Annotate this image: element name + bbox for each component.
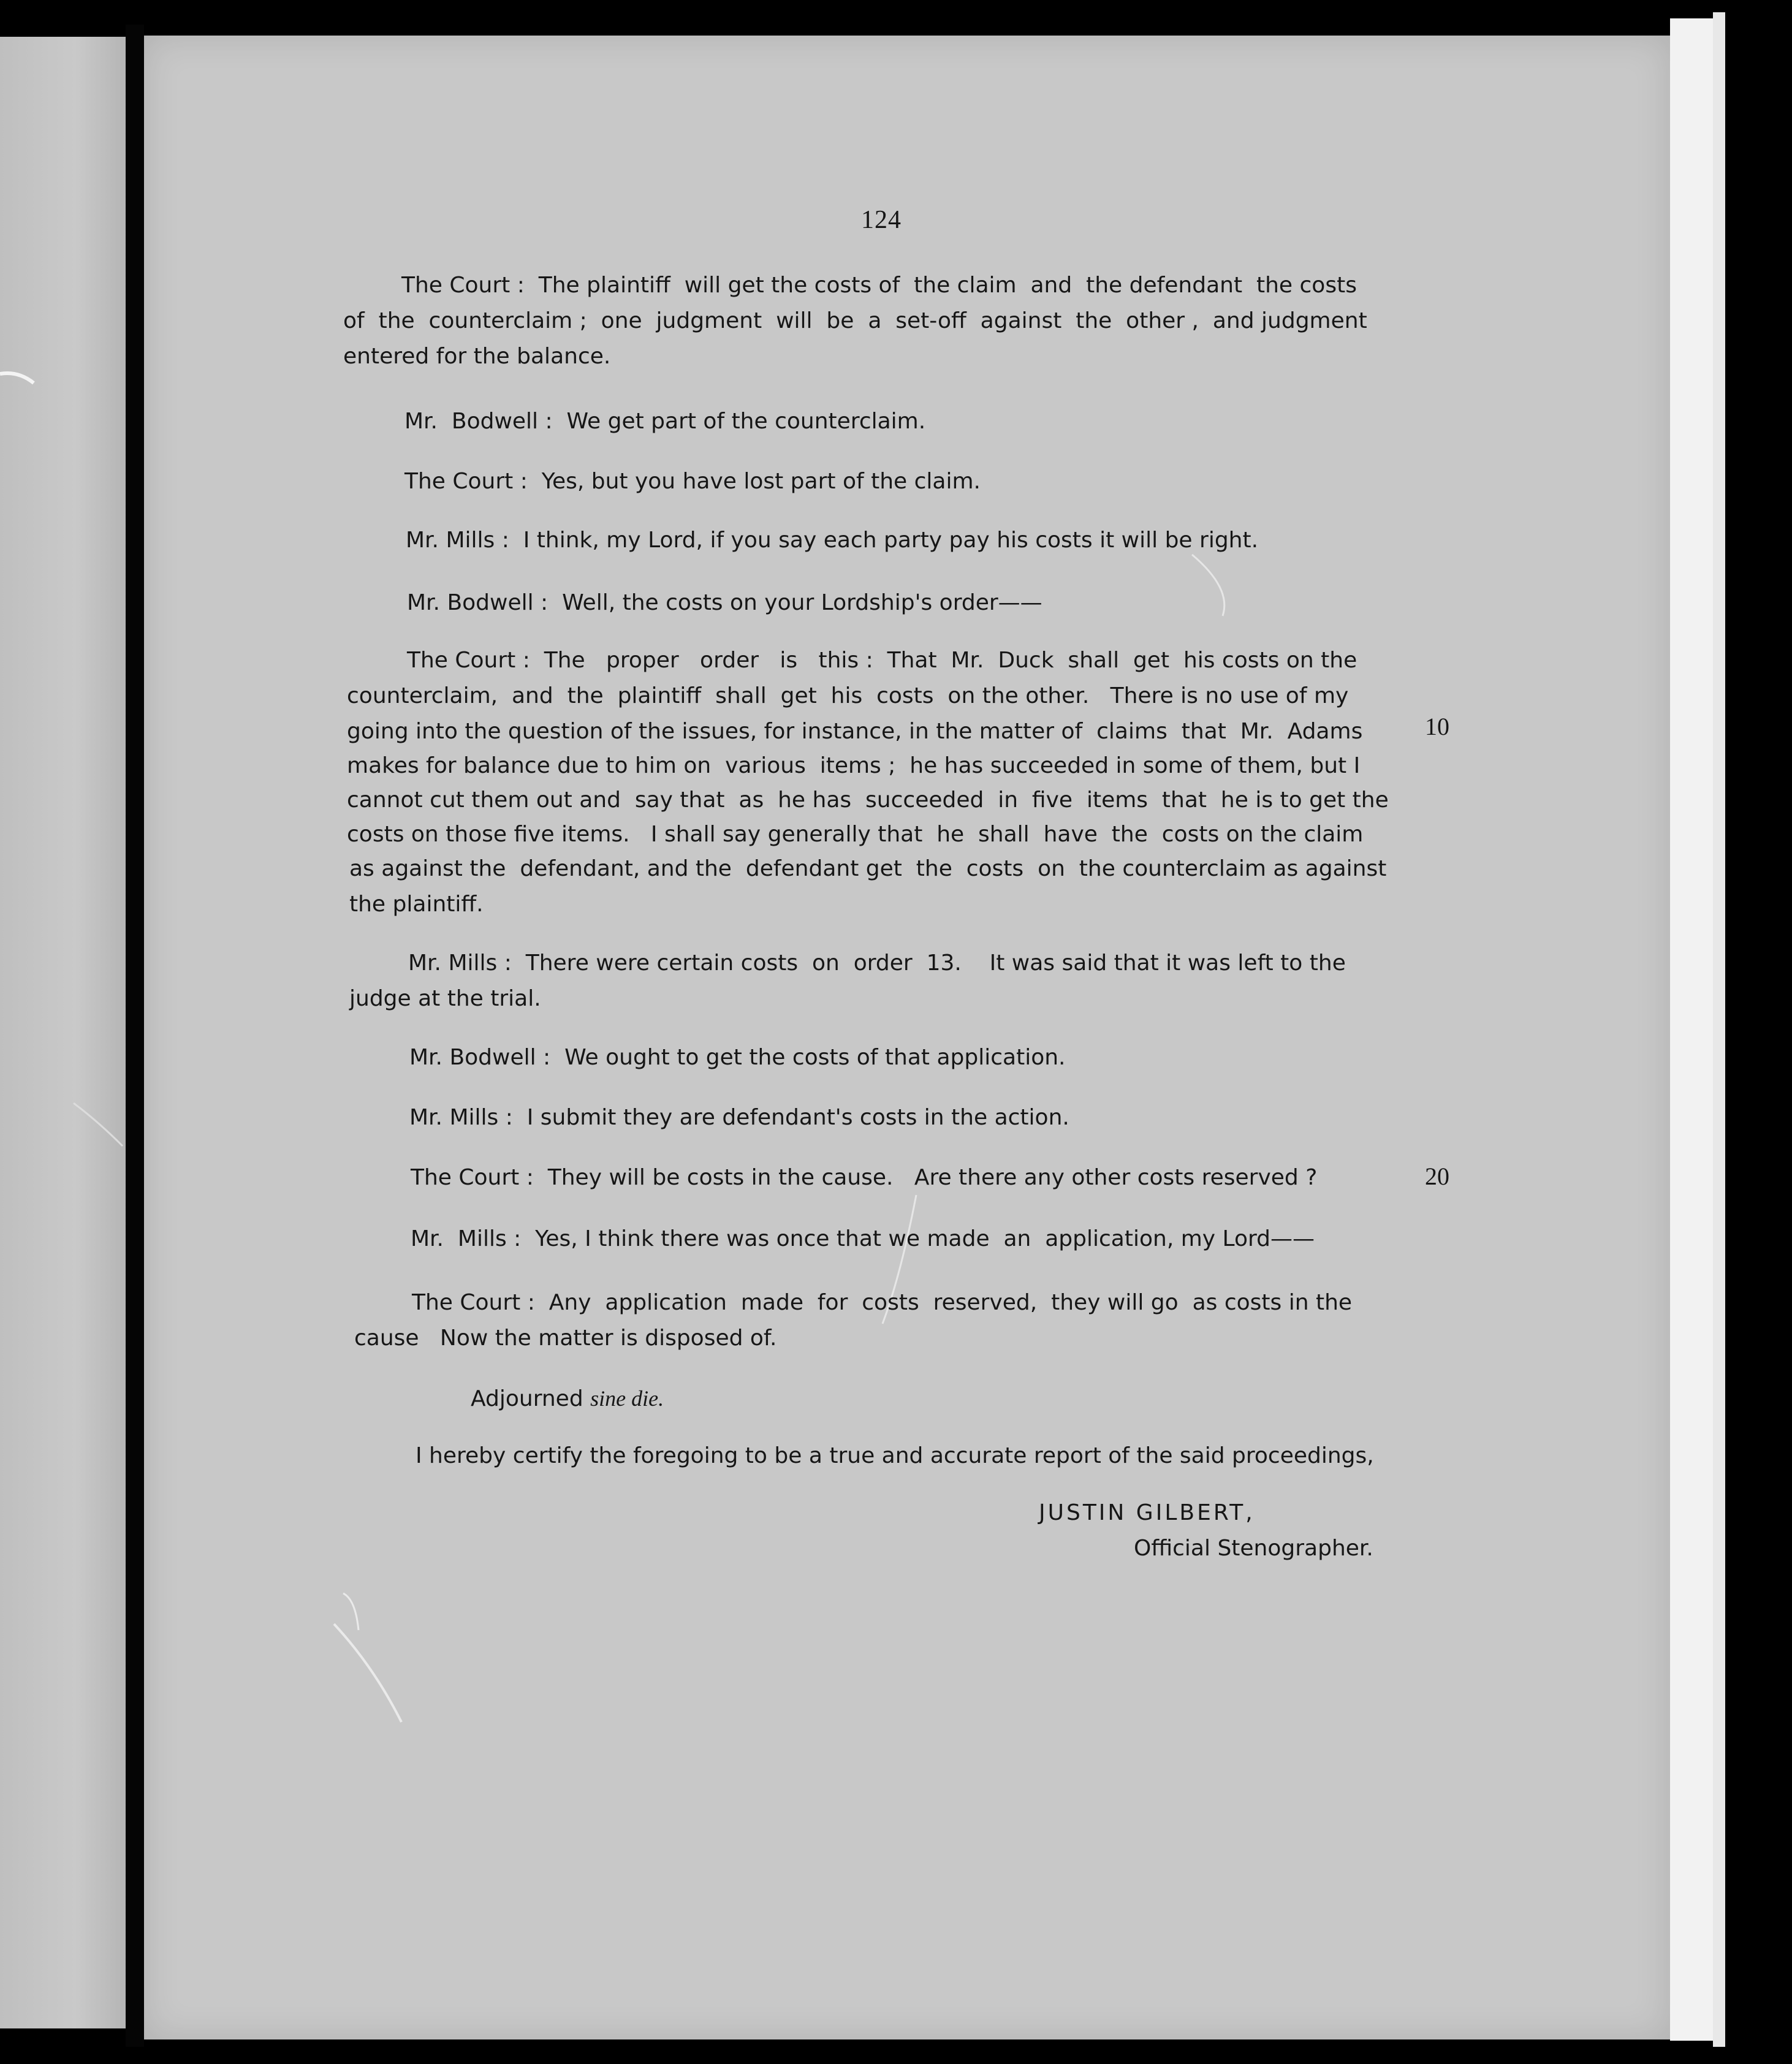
certification-line: I hereby certify the foregoing to be a true and accurate report of the said proceedings, xyxy=(416,1443,1374,1468)
paragraph-line: Mr. Bodwell : Well, the costs on your Lordship's order—— xyxy=(407,590,1042,615)
paragraph-line: The Court : Yes, but you have lost part of the claim. xyxy=(404,469,981,494)
paragraph-line: Mr. Bodwell : We ought to get the costs of that application. xyxy=(409,1045,1066,1070)
paragraph-line: The Court : The proper order is this : That Mr. Duck shall get his costs on the xyxy=(407,648,1357,673)
paragraph-line: Mr. Mills : Yes, I think there was once that we made an application, my Lord—— xyxy=(411,1226,1315,1251)
paragraph-line: makes for balance due to him on various items ; he has succeeded in some of them, but I xyxy=(347,753,1361,778)
previous-page-margin xyxy=(0,37,126,2028)
adjourned-prefix: Adjourned xyxy=(471,1386,583,1411)
paragraph-line: Mr. Bodwell : We get part of the counterclaim. xyxy=(404,409,926,434)
paragraph-line: Mr. Mills : I submit they are defendant's costs in the action. xyxy=(409,1105,1069,1130)
page-edge-shadow xyxy=(1713,12,1725,2047)
signature-title: Official Stenographer. xyxy=(1134,1536,1373,1561)
paragraph-line: of the counterclaim ; one judgment will be a set-off against the other , and judgment xyxy=(343,308,1367,333)
margin-line-number: 20 xyxy=(1425,1163,1449,1190)
page-number: 124 xyxy=(861,206,902,234)
paragraph-line: as against the defendant, and the defendant get the costs on the counterclaim as against xyxy=(349,856,1387,881)
page-edge-right xyxy=(1670,18,1713,2041)
paragraph-line: The Court : They will be costs in the cause. Are there any other costs reserved ? xyxy=(411,1165,1318,1190)
adjourned-italic: sine die. xyxy=(590,1386,664,1411)
paragraph-line: entered for the balance. xyxy=(343,344,611,369)
paragraph-line: The Court : The plaintiff will get the costs of the claim and the defendant the costs xyxy=(401,273,1357,298)
paragraph-line: cause Now the matter is disposed of. xyxy=(354,1326,777,1351)
signature-name: JUSTIN GILBERT, xyxy=(1039,1500,1255,1525)
margin-line-number: 10 xyxy=(1425,713,1449,740)
paragraph-line: Mr. Mills : There were certain costs on order 13. It was said that it was left to the xyxy=(408,950,1346,976)
paragraph-line: cannot cut them out and say that as he has succeeded in five items that he is to get the xyxy=(347,787,1389,813)
paragraph-line: the plaintiff. xyxy=(349,892,484,917)
adjourned-line xyxy=(471,1381,664,1416)
paragraph-line: going into the question of the issues, for instance, in the matter of claims that Mr. Adams xyxy=(347,719,1363,744)
paragraph-line: counterclaim, and the plaintiff shall get his costs on the other. There is no use of my xyxy=(347,683,1349,708)
binding-fold xyxy=(126,25,144,2047)
paragraph-line: costs on those five items. I shall say generally that he shall have the costs on the claim xyxy=(347,822,1364,847)
paragraph-line: judge at the trial. xyxy=(349,986,541,1011)
paragraph-line: The Court : Any application made for costs reserved, they will go as costs in the xyxy=(412,1290,1353,1315)
paragraph-line: Mr. Mills : I think, my Lord, if you say each party pay his costs it will be right. xyxy=(406,528,1259,553)
